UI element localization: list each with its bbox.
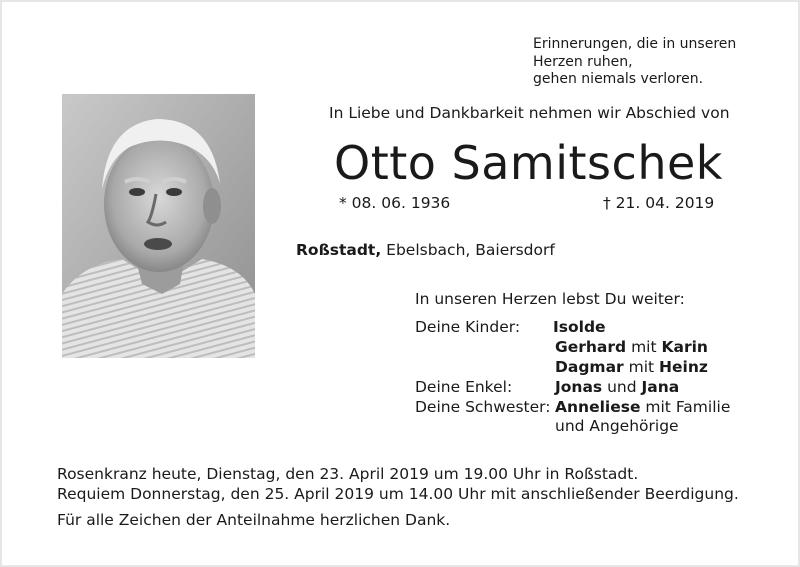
grandchild-name: Jana — [641, 378, 680, 396]
child-entry — [555, 338, 708, 356]
partner-name: Heinz — [659, 358, 708, 376]
death-date: † 21. 04. 2019 — [603, 194, 715, 212]
place-rest: Ebelsbach, Baiersdorf — [386, 241, 555, 259]
connector-text: mit — [631, 338, 657, 356]
birth-date: * 08. 06. 1936 — [339, 194, 451, 212]
child-name: Dagmar — [555, 358, 624, 376]
connector-text: mit — [628, 358, 655, 376]
poem-line: Herzen ruhen, — [533, 53, 633, 70]
sister-label: Deine Schwester: — [415, 398, 551, 416]
poem-line: gehen niemals verloren. — [533, 71, 704, 87]
heart-line: In unseren Herzen lebst Du weiter: — [415, 290, 685, 308]
child-name: Isolde — [553, 318, 606, 336]
intro-line: In Liebe und Dankbarkeit nehmen wir Abschied von — [329, 104, 730, 122]
grandchildren-entry — [555, 378, 679, 396]
requiem-info: Requiem Donnerstag, den 25. April 2019 um 14.00 Uhr mit anschließender Beerdigung. — [57, 485, 739, 503]
place-main: Roßstadt, — [296, 241, 382, 259]
relatives-line: und Angehörige — [555, 417, 679, 435]
child-name: Gerhard — [555, 338, 627, 356]
places — [296, 241, 555, 259]
grandchild-name: Jonas — [555, 378, 603, 396]
partner-name: Karin — [661, 338, 708, 356]
sister-name: Anneliese — [555, 398, 641, 416]
poem-line: Erinnerungen, die in unseren — [533, 36, 737, 52]
grandchildren-label: Deine Enkel: — [415, 378, 513, 396]
portrait-image — [62, 94, 255, 358]
deceased-name: Otto Samitschek — [334, 136, 723, 190]
child-entry — [555, 358, 708, 376]
children-label: Deine Kinder: — [415, 318, 521, 336]
connector-text: und — [607, 378, 637, 396]
sister-entry — [555, 398, 730, 416]
thanks-line: Für alle Zeichen der Anteilnahme herzlichen Dank. — [57, 511, 451, 529]
poem — [533, 36, 736, 89]
sister-rest: mit Familie — [645, 398, 731, 416]
portrait-photo — [62, 94, 255, 358]
rosary-info: Rosenkranz heute, Dienstag, den 23. April 2019 um 19.00 Uhr in Roßstadt. — [57, 465, 639, 483]
child-entry — [553, 318, 606, 336]
